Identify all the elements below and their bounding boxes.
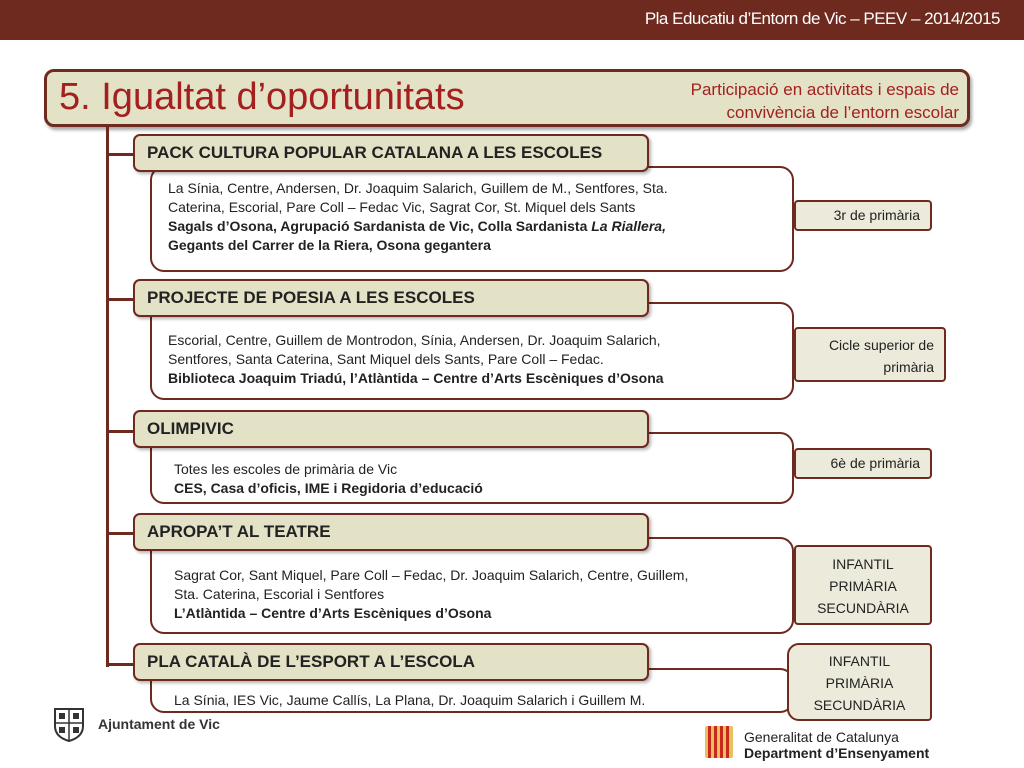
connector-branch — [107, 532, 135, 535]
connector-branch — [107, 663, 135, 666]
connector-branch — [107, 298, 135, 301]
generalitat-stripes-icon — [704, 725, 734, 759]
connector-line — [106, 127, 109, 667]
section-title: PLA CATALÀ DE L’ESPORT A L’ESCOLA — [133, 643, 649, 681]
section-tag: 3r de primària — [794, 200, 932, 231]
department-text: Department d’Ensenyament — [744, 745, 930, 761]
section-tag: INFANTIL PRIMÀRIA SECUNDÀRIA — [794, 545, 932, 625]
section-title: APROPA’T AL TEATRE — [133, 513, 649, 551]
section-title: OLIMPIVIC — [133, 410, 649, 448]
generalitat-logo — [704, 725, 994, 765]
section-title: PROJECTE DE POESIA A LES ESCOLES — [133, 279, 649, 317]
ajuntament-text: Ajuntament de Vic — [98, 716, 220, 732]
section-tag: Cicle superior de primària — [794, 327, 946, 382]
generalitat-text: Generalitat de Catalunya — [744, 729, 899, 745]
section-tag: 6è de primària — [794, 448, 932, 479]
section-body: La Sínia, Centre, Andersen, Dr. Joaquim Salarich, Guillem de M., Sentfores, Sta. Caterina, Escorial, Pare Coll – Fedac Vic, Sagrat Cor, St. Miquel dels Sants Sagals d’Osona, Agrupació Sardanista de Vic, Colla Sardanista La Riallera, Gegants del Carrer de la Riera, Osona gegantera — [150, 166, 794, 272]
section-body: Totes les escoles de primària de Vic CES, Casa d’oficis, IME i Regidoria d’educació — [150, 432, 794, 504]
section-body: Sagrat Cor, Sant Miquel, Pare Coll – Fedac, Dr. Joaquim Salarich, Centre, Guillem, Sta. Caterina, Escorial i Sentfores L’Atlàntida – Centre d’Arts Escèniques d’Osona — [150, 537, 794, 634]
ajuntament-logo — [50, 706, 240, 742]
section-body: La Sínia, IES Vic, Jaume Callís, La Plana, Dr. Joaquim Salarich i Guillem M. — [150, 668, 794, 713]
section-tag: INFANTIL PRIMÀRIA SECUNDÀRIA — [787, 643, 932, 721]
header-bar — [0, 0, 1024, 40]
header-text: Pla Educatiu d’Entorn de Vic – PEEV – 2014/2015 — [644, 9, 1000, 28]
vic-crest-icon — [50, 706, 88, 742]
connector-branch — [107, 153, 135, 156]
page-title: 5. Igualtat d’oportunitats — [59, 76, 465, 118]
title-box — [44, 69, 970, 127]
section-title: PACK CULTURA POPULAR CATALANA A LES ESCOLES — [133, 134, 649, 172]
page-subtitle: Participació en activitats i espais de convivència de l’entorn escolar — [690, 80, 959, 122]
section-body: Escorial, Centre, Guillem de Montrodon, Sínia, Andersen, Dr. Joaquim Salarich, Sentfores, Santa Caterina, Sant Miquel dels Sants, Pare Coll – Fedac. Biblioteca Joaquim Triadú, l’Atlàntida – Centre d’Arts Escèniques d’Osona — [150, 302, 794, 400]
connector-branch — [107, 430, 135, 433]
